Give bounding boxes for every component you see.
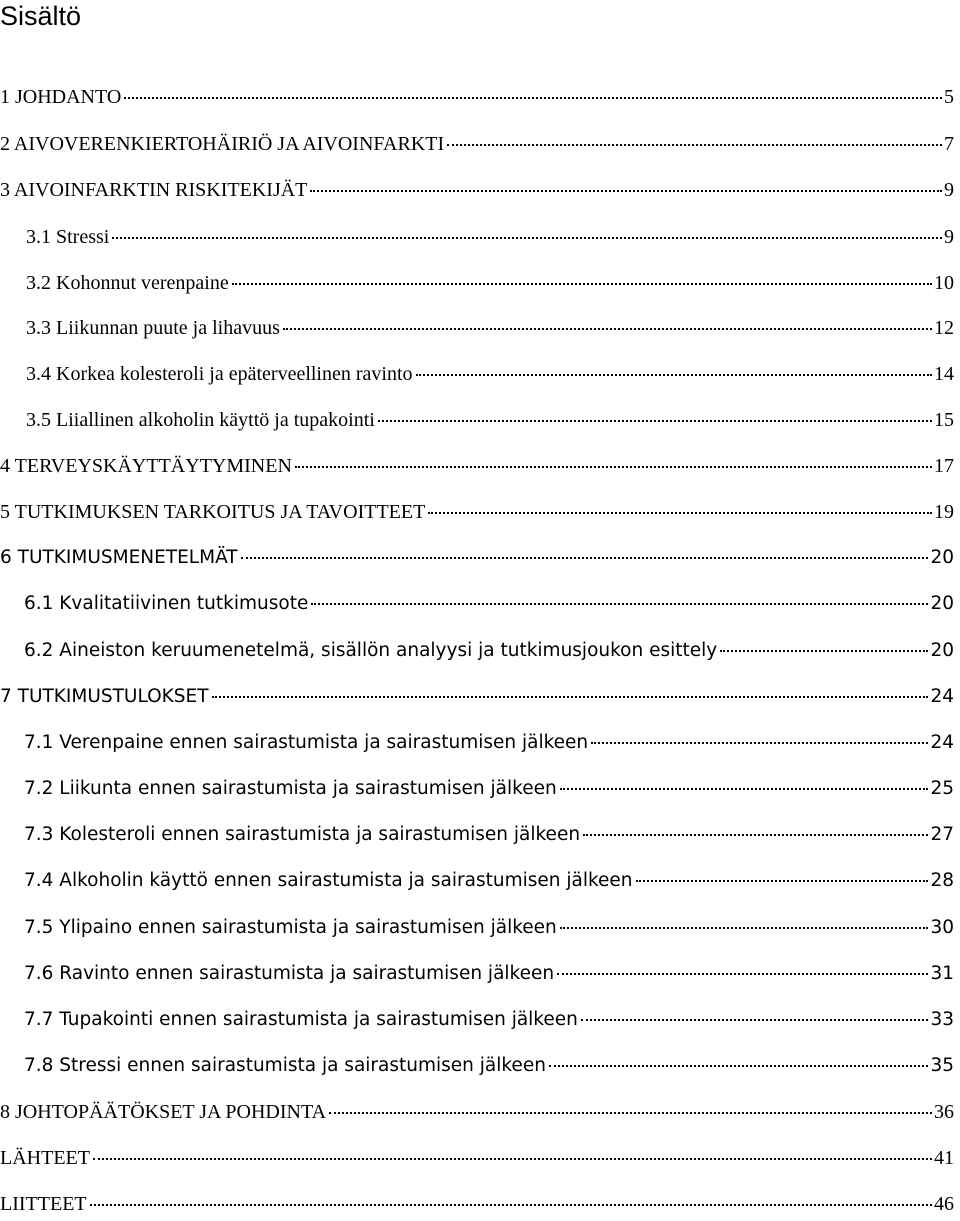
toc-entry[interactable] — [0, 680, 954, 714]
toc-entry-page: 9 — [944, 226, 954, 248]
toc-entry[interactable] — [0, 541, 954, 575]
toc-entry[interactable] — [0, 80, 954, 114]
toc-dot-leader — [124, 97, 942, 99]
toc-entry-page: 15 — [934, 409, 954, 431]
toc-entry[interactable] — [26, 403, 954, 437]
toc-entry-page: 19 — [934, 501, 954, 523]
toc-entry[interactable] — [0, 1141, 954, 1175]
toc-entry-label: 5 TUTKIMUKSEN TARKOITUS JA TAVOITTEET — [0, 501, 426, 523]
toc-dot-leader — [416, 374, 932, 376]
toc-dot-leader — [310, 190, 942, 192]
toc-entry[interactable] — [24, 634, 954, 668]
toc-entry-page: 31 — [930, 963, 954, 984]
toc-entry[interactable] — [24, 957, 954, 991]
toc-entry-label: 7.4 Alkoholin käyttö ennen sairastumista ja sairastumisen jälkeen — [24, 870, 633, 891]
toc-entry[interactable] — [0, 1187, 954, 1221]
toc-entry-page: 14 — [934, 363, 954, 385]
toc-dot-leader — [232, 283, 932, 285]
toc-entry[interactable] — [24, 1049, 954, 1083]
toc-dot-leader — [295, 466, 932, 468]
toc-entry-label: 7.6 Ravinto ennen sairastumista ja sairastumisen jälkeen — [24, 963, 555, 984]
toc-entry-page: 7 — [944, 133, 954, 155]
toc-entry-page: 12 — [934, 317, 954, 339]
toc-entry-page: 30 — [930, 917, 954, 938]
toc-entry[interactable] — [24, 864, 954, 898]
toc-entry[interactable] — [24, 726, 954, 760]
toc-entry-label: 6.1 Kvalitatiivinen tutkimusote — [24, 593, 309, 614]
toc-entry-page: 27 — [930, 824, 954, 845]
toc-entry-label: 7.1 Verenpaine ennen sairastumista ja sairastumisen jälkeen — [24, 732, 589, 753]
toc-entry[interactable] — [0, 495, 954, 529]
toc-entry-page: 24 — [930, 732, 954, 753]
toc-entry-label: LÄHTEET — [0, 1147, 90, 1169]
toc-entry-label: 3 AIVOINFARKTIN RISKITEKIJÄT — [0, 179, 308, 201]
toc-entry-page: 20 — [930, 640, 954, 661]
toc-dot-leader — [90, 1204, 932, 1206]
toc-entry-label: 7.2 Liikunta ennen sairastumista ja sairastumisen jälkeen — [24, 778, 557, 799]
toc-entry-label: 7.7 Tupakointi ennen sairastumista ja sairastumisen jälkeen — [24, 1009, 578, 1030]
toc-entry-page: 17 — [934, 455, 954, 477]
toc-entry[interactable] — [0, 1095, 954, 1129]
toc-entry[interactable] — [26, 357, 954, 391]
toc-entry-label: 3.4 Korkea kolesteroli ja epäterveellinen ravinto — [26, 363, 413, 385]
toc-entry-label: 6 TUTKIMUSMENETELMÄT — [0, 547, 238, 568]
toc-entry-label: 3.2 Kohonnut verenpaine — [26, 272, 229, 294]
toc-entry-label: 7.5 Ylipaino ennen sairastumista ja sairastumisen jälkeen — [24, 917, 557, 938]
toc-dot-leader — [447, 144, 942, 146]
toc-entry[interactable] — [24, 818, 954, 852]
toc-dot-leader — [591, 742, 928, 744]
toc-entry[interactable] — [0, 127, 954, 161]
toc-dot-leader — [560, 788, 929, 790]
toc-dot-leader — [283, 328, 932, 330]
toc-entry-page: 25 — [930, 778, 954, 799]
toc-entry-label: 7.8 Stressi ennen sairastumista ja sairastumisen jälkeen — [24, 1055, 546, 1076]
toc-entry-page: 35 — [930, 1055, 954, 1076]
toc-entry[interactable] — [24, 587, 954, 621]
toc-entry-label: 3.3 Liikunnan puute ja lihavuus — [26, 317, 280, 339]
toc-entry-label: 7 TUTKIMUSTULOKSET — [0, 686, 209, 707]
toc-entry[interactable] — [0, 449, 954, 483]
toc-entry-label: 2 AIVOVERENKIERTOHÄIRIÖ JA AIVOINFARKTI — [0, 133, 445, 155]
toc-entry-page: 46 — [934, 1193, 954, 1215]
toc-entry-label: 8 JOHTOPÄÄTÖKSET JA POHDINTA — [0, 1101, 327, 1123]
toc-dot-leader — [93, 1158, 932, 1160]
toc-dot-leader — [557, 973, 928, 975]
toc-entry[interactable] — [26, 266, 954, 300]
toc-dot-leader — [720, 650, 928, 652]
toc-dot-leader — [212, 696, 929, 698]
toc-entry-label: 4 TERVEYSKÄYTTÄYTYMINEN — [0, 455, 292, 477]
toc-entry-page: 20 — [930, 593, 954, 614]
toc-dot-leader — [378, 420, 932, 422]
toc-entry-page: 28 — [930, 870, 954, 891]
toc-dot-leader — [241, 557, 929, 559]
toc-entry[interactable] — [24, 772, 954, 806]
toc-entry-page: 33 — [930, 1009, 954, 1030]
toc-entry-label: LIITTEET — [0, 1193, 87, 1215]
toc-dot-leader — [560, 927, 929, 929]
toc-dot-leader — [112, 237, 942, 239]
toc-entry-label: 7.3 Kolesteroli ennen sairastumista ja sairastumisen jälkeen — [24, 824, 581, 845]
toc-entry-label: 3.1 Stressi — [26, 226, 110, 248]
toc-entry[interactable] — [24, 911, 954, 945]
toc-entry-label: 6.2 Aineiston keruumenetelmä, sisällön analyysi ja tutkimusjoukon esittely — [24, 640, 718, 661]
toc-entry-page: 36 — [934, 1101, 954, 1123]
toc-dot-leader — [428, 512, 932, 514]
toc-entry-page: 20 — [930, 547, 954, 568]
toc-entry-label: 3.5 Liiallinen alkoholin käyttö ja tupakointi — [26, 409, 375, 431]
toc-dot-leader — [583, 834, 928, 836]
toc-entry[interactable] — [0, 173, 954, 207]
toc-entry-page: 5 — [944, 86, 954, 108]
toc-dot-leader — [581, 1019, 929, 1021]
toc-entry[interactable] — [24, 1003, 954, 1037]
toc-entry-page: 9 — [944, 179, 954, 201]
toc-entry-label: 1 JOHDANTO — [0, 86, 122, 108]
toc-entry-page: 24 — [930, 686, 954, 707]
toc-dot-leader — [311, 603, 928, 605]
toc-entry-page: 10 — [934, 272, 954, 294]
toc-entry[interactable] — [26, 311, 954, 345]
toc-entry[interactable] — [26, 220, 954, 254]
toc-dot-leader — [549, 1065, 929, 1067]
toc-title: Sisältö — [0, 1, 82, 31]
toc-dot-leader — [636, 880, 929, 882]
toc-entry-page: 41 — [934, 1147, 954, 1169]
toc-dot-leader — [329, 1112, 932, 1114]
